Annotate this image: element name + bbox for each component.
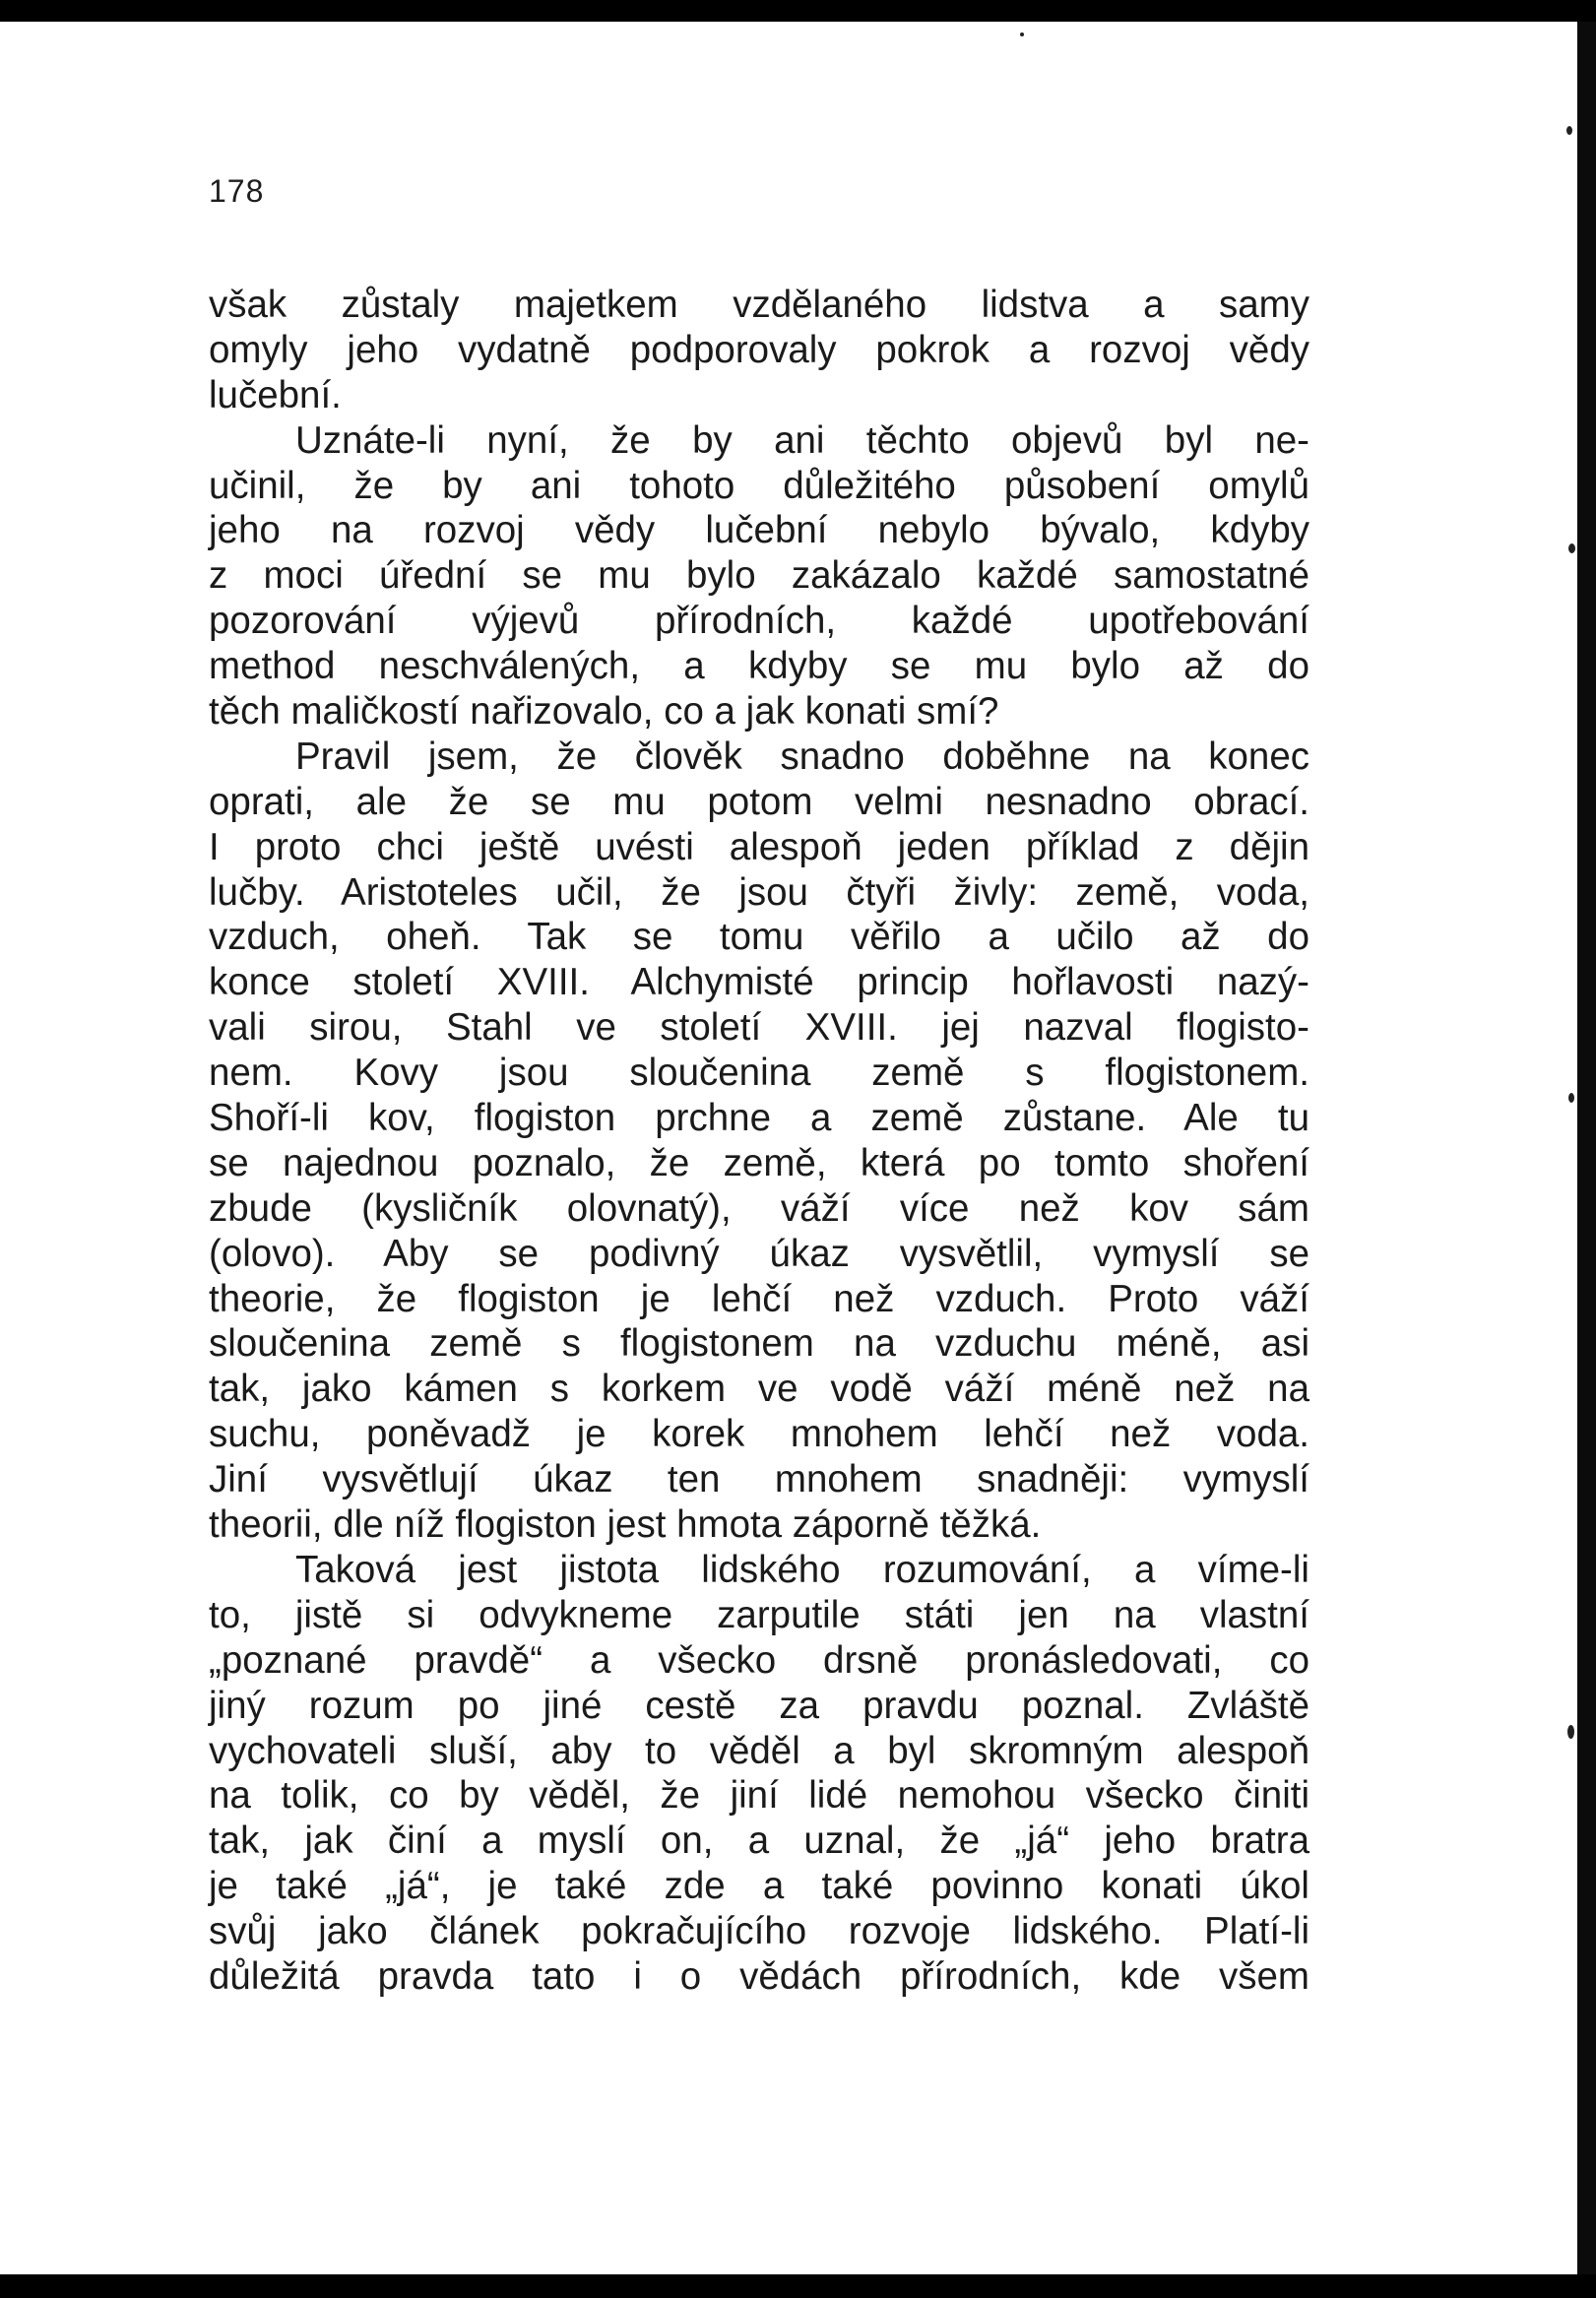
text-line: jiný rozum po jiné cestě za pravdu poznal. Zvláště — [209, 1684, 1309, 1727]
text-line: na tolik, co by věděl, že jiní lidé nemohou všecko činiti — [209, 1774, 1309, 1818]
text-line: vzduch, oheň. Tak se tomu věřilo a učilo až do — [209, 916, 1309, 959]
text-line: z moci úřední se mu bylo zakázalo každé samostatné — [209, 554, 1309, 598]
text-line: vali sirou, Stahl ve století XVIII. jej nazval flogisto- — [209, 1006, 1309, 1050]
text-line: důležitá pravda tato i o vědách přírodních, kde všem — [209, 1954, 1309, 1998]
text-line: lučební. — [209, 373, 342, 416]
text-line: method neschválených, a kdyby se mu bylo až do — [209, 645, 1309, 688]
text-line: je také „já“, je také zde a také povinno konati úkol — [209, 1865, 1309, 1908]
text-line: těch maličkostí nařizovalo, co a jak konati smí? — [209, 690, 999, 734]
text-line: theorie, že flogiston je lehčí než vzduch. Proto váží — [209, 1277, 1309, 1320]
text-line: Shoří-li kov, flogiston prchne a země zůstane. Ale tu — [209, 1097, 1309, 1140]
text-line: (olovo). Aby se podivný úkaz vysvětlil, vymyslí se — [209, 1232, 1309, 1275]
text-line: Uznáte-li nyní, že by ani těchto objevů byl ne- — [295, 418, 1309, 462]
text-line: theorii, dle níž flogiston jest hmota záporně těžká. — [209, 1503, 1042, 1547]
text-line: to, jistě si odvykneme zarputile státi jen na vlastní — [209, 1593, 1309, 1636]
text-line: konce století XVIII. Alchymisté princip hořlavosti nazý- — [209, 961, 1309, 1004]
text-line: vychovateli sluší, aby to věděl a byl skromným alespoň — [209, 1729, 1309, 1772]
text-line: suchu, poněvadž je korek mnohem lehčí než voda. — [209, 1413, 1309, 1456]
scan-speck — [1567, 1725, 1574, 1739]
page-edge-shadow — [1577, 22, 1596, 2274]
text-line: se najednou poznalo, že země, která po tomto shoření — [209, 1141, 1309, 1184]
text-line: Taková jest jistota lidského rozumování, a víme-li — [295, 1548, 1309, 1591]
text-line: I proto chci ještě uvésti alespoň jeden příklad z dějin — [209, 825, 1309, 868]
scan-speck — [1566, 126, 1572, 135]
text-line: tak, jak činí a myslí on, a uznal, že „já“ jeho bratra — [209, 1819, 1309, 1863]
text-line: sloučenina země s flogistonem na vzduchu méně, asi — [209, 1322, 1309, 1366]
scan-speck — [1020, 32, 1024, 36]
text-line: jeho na rozvoj vědy lučební nebylo bývalo, kdyby — [209, 509, 1309, 552]
text-line: „poznané pravdě“ a všecko drsně pronásledovati, co — [209, 1638, 1309, 1682]
scan-speck — [1568, 543, 1575, 553]
text-line: učinil, že by ani tohoto důležitého působení omylů — [209, 464, 1309, 507]
text-line: nem. Kovy jsou sloučenina země s flogistonem. — [209, 1052, 1309, 1095]
text-line: však zůstaly majetkem vzdělaného lidstva a samy — [209, 284, 1309, 326]
text-line: oprati, ale že se mu potom velmi nesnadno obrací. — [209, 780, 1309, 823]
body-text — [209, 283, 1309, 2000]
scan-speck — [1568, 1093, 1574, 1103]
text-line: svůj jako článek pokračujícího rozvoje lidského. Platí-li — [209, 1910, 1309, 1953]
text-line: zbude (kysličník olovnatý), váží více než kov sám — [209, 1186, 1309, 1230]
text-line: Jiní vysvětlují úkaz ten mnohem snadněji: vymyslí — [209, 1458, 1309, 1501]
text-line: omyly jeho vydatně podporovaly pokrok a rozvoj vědy — [209, 328, 1309, 371]
text-line: lučby. Aristoteles učil, že jsou čtyři živly: země, voda, — [209, 870, 1309, 914]
text-line: Pravil jsem, že člověk snadno doběhne na konec — [295, 734, 1309, 778]
page-number: 178 — [209, 173, 265, 209]
text-line: tak, jako kámen s korkem ve vodě váží méně než na — [209, 1368, 1309, 1411]
text-line: pozorování výjevů přírodních, každé upotřebování — [209, 600, 1309, 643]
